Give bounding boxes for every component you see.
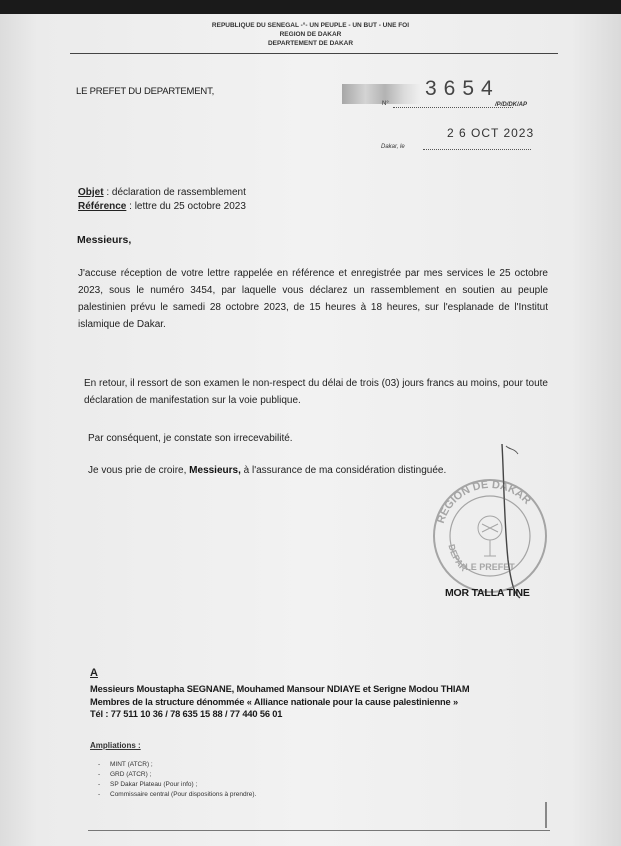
subject-line — [78, 186, 246, 200]
salutation: Messieurs, — [77, 234, 132, 246]
letterhead-divider — [70, 53, 558, 54]
stamp-tree-emblem — [478, 516, 502, 556]
addressee-organization: Membres de la structure dénommée « Alliance nationale pour la cause palestinienne » — [90, 696, 458, 707]
reference-line-text: : lettre du 25 octobre 2023 — [126, 201, 246, 212]
closing-text-start: Je vous prie de croire, — [88, 465, 190, 476]
date-stamp: 2 6 OCT 2023 — [447, 126, 535, 140]
reference-line-label: Référence — [78, 201, 127, 212]
letterhead-region: REGION DE DAKAR — [279, 31, 342, 38]
date-dotted-line — [423, 149, 531, 150]
reference-label: N° — [382, 101, 389, 107]
stamp-center-text: LE PREFET — [465, 562, 515, 572]
addressee-prefix: A — [90, 667, 98, 679]
ampliations-title: Ampliations : — [90, 741, 141, 750]
official-stamp — [430, 476, 550, 596]
reference-redaction — [342, 84, 420, 104]
footer-divider — [88, 830, 550, 831]
addressee-names: Messieurs Moustapha SEGNANE, Mouhamed Mansour NDIAYE et Serigne Modou THIAM — [90, 684, 470, 694]
sender-title: LE PREFET DU DEPARTEMENT, — [76, 86, 215, 97]
letterhead-republic: REPUBLIQUE DU SENEGAL -°- UN PEUPLE - UN BUT - UNE FOI — [211, 22, 410, 29]
closing-text-end: à l'assurance de ma considération distinguée. — [240, 465, 447, 476]
ampliations-list — [110, 760, 256, 800]
addressee-phones: Tél : 77 511 10 36 / 78 635 15 88 / 77 440 56 01 — [90, 709, 283, 719]
ampliation-item: - GRD (ATCR) ; — [110, 770, 256, 780]
body-paragraph-1: J'accuse réception de votre lettre rappelée en référence et enregistrée par mes services le 25 octobre 2023, sous le numéro 3454, par laquelle vous déclarez un rassemblement en soutien au peuple palestinien prévu le samedi 28 octobre 2023, de 15 heures à 18 heures, sur l'esplanade de l'Institut islamique de Dakar. — [78, 268, 548, 330]
subject-text: : déclaration de rassemblement — [103, 187, 246, 198]
ampliation-item: - Commissaire central (Pour dispositions à prendre). — [110, 790, 256, 800]
date-label: Dakar, le — [381, 144, 405, 150]
body-paragraph-3: Par conséquent, je constate son irrecevabilité. — [88, 433, 293, 444]
body-paragraph-2: En retour, il ressort de son examen le non-respect du délai de trois (03) jours francs au moins, pour toute déclaration de manifestation sur la voie publique. — [84, 378, 548, 406]
closing-text-bold: Messieurs, — [189, 465, 241, 476]
stamp-left-text: DEPAR — [446, 543, 469, 574]
ampliation-item: - SP Dakar Plateau (Pour info) ; — [110, 780, 256, 790]
subject-block — [78, 186, 246, 214]
reference-line — [78, 200, 246, 214]
reference-number: 3654 — [425, 77, 500, 100]
addressee-block — [90, 683, 469, 721]
signatory-name: MOR TALLA TINE — [445, 587, 530, 599]
letterhead — [0, 21, 621, 48]
ampliation-item: - MINT (ATCR) ; — [110, 760, 256, 770]
margin-mark — [545, 802, 547, 828]
reference-suffix: /P/D/DK/AP — [495, 102, 528, 108]
letterhead-department: DEPARTEMENT DE DAKAR — [267, 40, 354, 47]
stamp-top-text: REGION DE DAKAR — [434, 478, 533, 526]
subject-label: Objet — [78, 187, 104, 198]
